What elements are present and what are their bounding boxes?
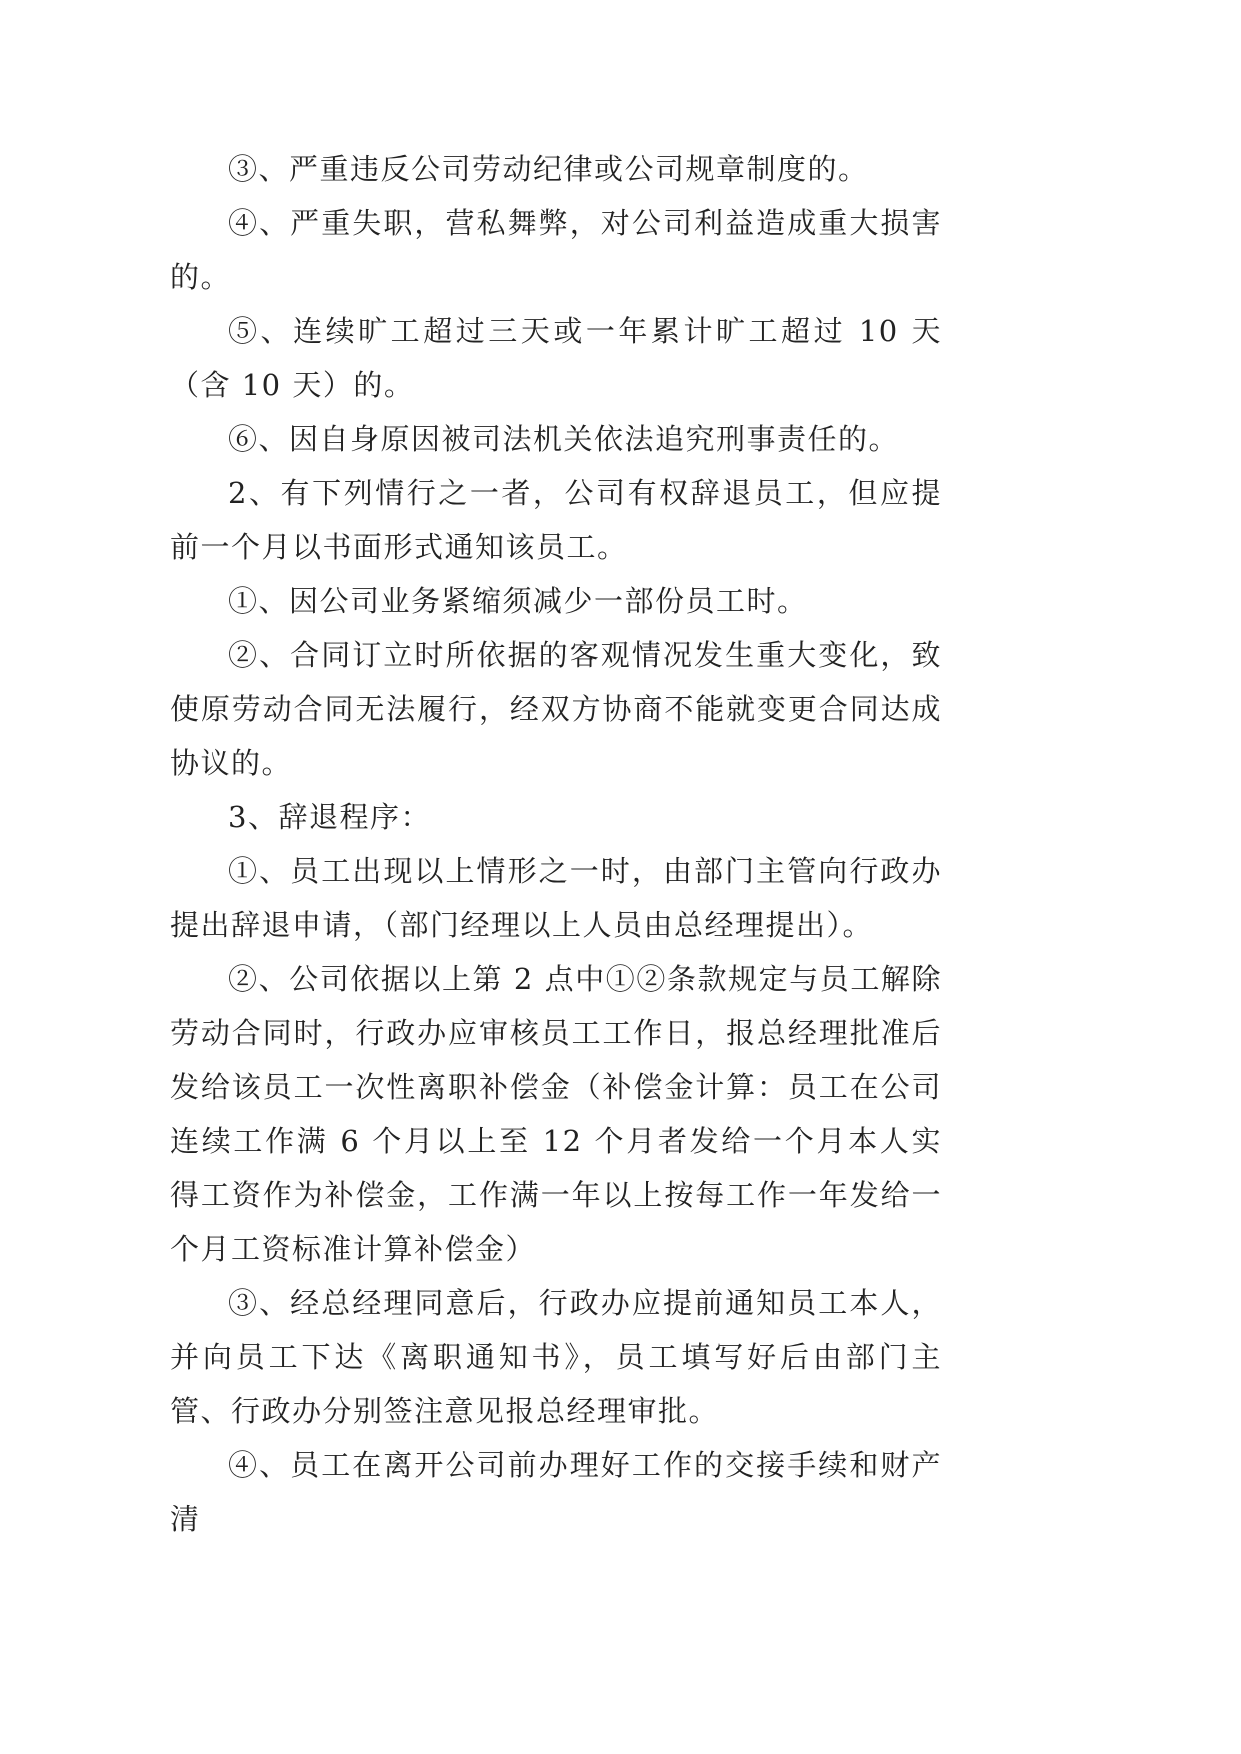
section-3-heading-dismissal-procedure: 3、辞退程序：	[228, 800, 431, 834]
section-2-clause-1-downsizing: ①、因公司业务紧缩须减少一部份员工时。	[228, 584, 808, 618]
procedure-step-3-notice: ③、经总经理同意后，行政办应提前通知员工本人，并向员工下达《离职通知书》，员工填写好后由部门主管、行政办分别签注意见报总经理审批。	[170, 1286, 942, 1428]
section-2-clause-2-changed-circumstances: ②、合同订立时所依据的客观情况发生重大变化，致使原劳动合同无法履行，经双方协商不能就变更合同达成协议的。	[170, 638, 942, 780]
clause-6-criminal-liability: ⑥、因自身原因被司法机关依法追究刑事责任的。	[228, 422, 900, 456]
procedure-step-1-application: ①、员工出现以上情形之一时，由部门主管向行政办提出辞退申请，（部门经理以上人员由总经理提出）。	[170, 854, 942, 942]
procedure-step-4-handover: ④、员工在离开公司前办理好工作的交接手续和财产清	[170, 1448, 942, 1536]
procedure-step-2-compensation: ②、公司依据以上第 2 点中①②条款规定与员工解除劳动合同时，行政办应审核员工工作日，报总经理批准后发给该员工一次性离职补偿金（补偿金计算：员工在公司连续工作满 6 个月以上至 12 个月者发给一个月本人实得工资作为补偿金，工作满一年以上按每工作一年发给一个月工资标准计算补偿金）	[170, 962, 942, 1266]
section-2-dismissal-with-notice: 2、有下列情行之一者，公司有权辞退员工，但应提前一个月以书面形式通知该员工。	[170, 476, 942, 564]
clause-4-dereliction: ④、严重失职，营私舞弊，对公司利益造成重大损害的。	[170, 206, 942, 294]
clause-3-serious-violation: ③、严重违反公司劳动纪律或公司规章制度的。	[228, 152, 869, 186]
clause-5-absenteeism: ⑤、连续旷工超过三天或一年累计旷工超过 10 天（含 10 天）的。	[170, 314, 942, 402]
document-body	[170, 142, 942, 1546]
